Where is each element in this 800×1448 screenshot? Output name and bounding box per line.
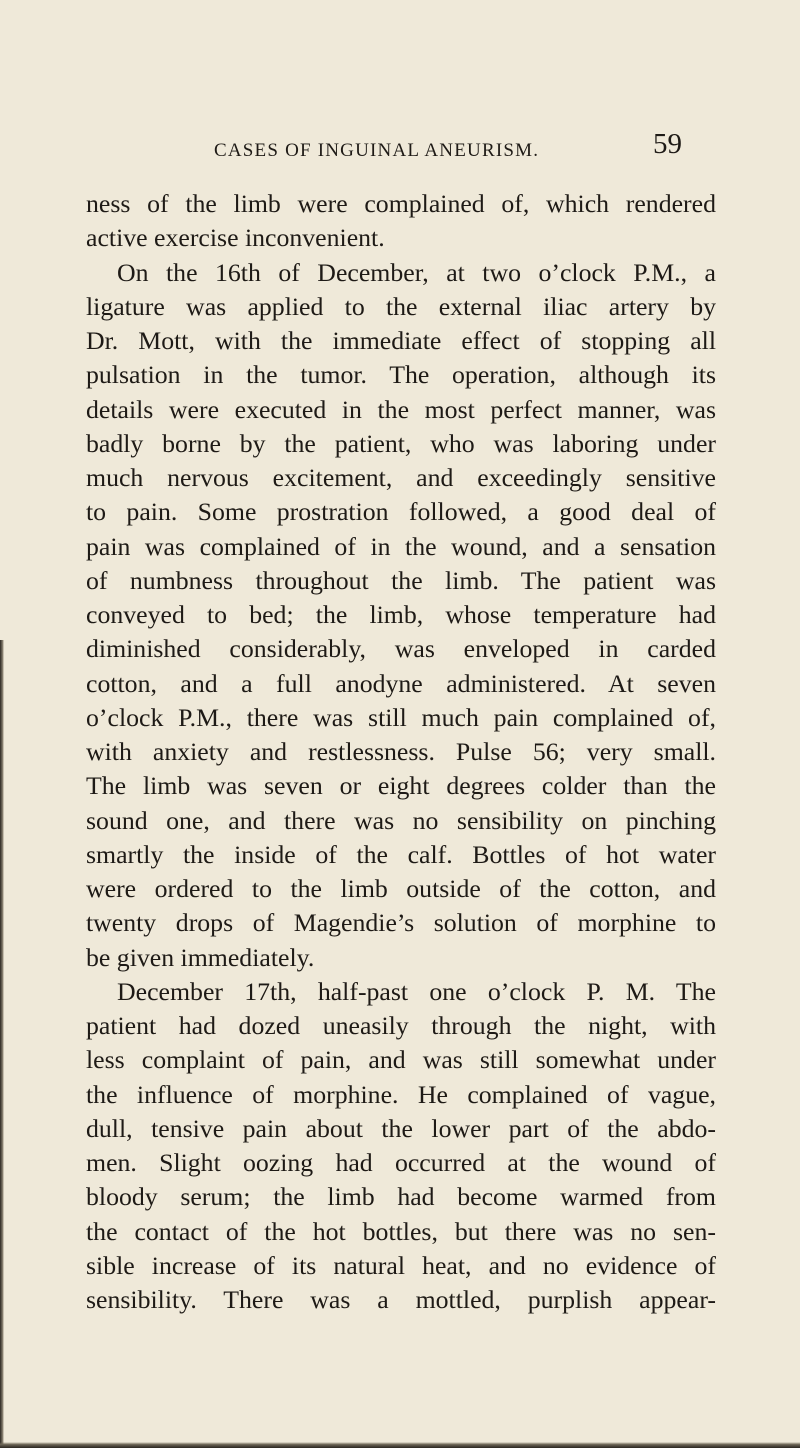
page-edge-shadow-left xyxy=(0,640,4,1448)
text-line: The limb was seven or eight degrees colder than the xyxy=(86,771,716,801)
text-line: the contact of the hot bottles, but there was no sen- xyxy=(86,1216,716,1246)
page-header xyxy=(0,128,800,168)
running-head: CASES OF INGUINAL ANEURISM. xyxy=(214,140,540,161)
text-line: December 17th, half-past one o’clock P. M. The xyxy=(117,976,716,1006)
text-line: pulsation in the tumor. The operation, although its xyxy=(86,360,716,390)
text-line: dull, tensive pain about the lower part of the abdo- xyxy=(86,1113,716,1143)
text-line: badly borne by the patient, who was laboring under xyxy=(86,428,716,458)
text-line: details were executed in the most perfect manner, was xyxy=(86,394,716,424)
text-line: smartly the inside of the calf. Bottles of hot water xyxy=(86,839,716,869)
text-line: Dr. Mott, with the immediate effect of stopping all xyxy=(86,326,716,355)
text-line: cotton, and a full anodyne administered. At seven xyxy=(86,668,716,698)
text-line: less complaint of pain, and was still somewhat under xyxy=(86,1045,716,1075)
text-line: sound one, and there was no sensibility on pinching xyxy=(86,805,716,835)
text-line: pain was complained of in the wound, and a sensation xyxy=(86,531,716,561)
text-line: to pain. Some prostration followed, a good deal of xyxy=(86,497,716,527)
text-line: twenty drops of Magendie’s solution of morphine to xyxy=(86,908,716,938)
page-number: 59 xyxy=(653,128,682,160)
text-line: be given immediately. xyxy=(86,942,315,972)
text-line: sensibility. There was a mottled, purplish appear- xyxy=(86,1285,716,1314)
body-text xyxy=(86,187,716,1317)
page-edge-shadow-bottom xyxy=(0,1442,800,1448)
text-line: conveyed to bed; the limb, whose temperature had xyxy=(86,600,716,629)
text-line: patient had dozed uneasily through the night, with xyxy=(86,1011,716,1040)
text-line: bloody serum; the limb had become warmed from xyxy=(86,1182,716,1212)
text-line: sible increase of its natural heat, and no evidence of xyxy=(86,1250,716,1280)
text-line: with anxiety and restlessness. Pulse 56; very small. xyxy=(86,737,716,766)
text-line: diminished considerably, was enveloped in carded xyxy=(86,634,716,664)
text-line: much nervous excitement, and exceedingly sensitive xyxy=(86,463,716,492)
text-line: were ordered to the limb outside of the cotton, and xyxy=(86,874,716,903)
text-line: men. Slight oozing had occurred at the wound of xyxy=(86,1148,716,1177)
text-line: of numbness throughout the limb. The patient was xyxy=(86,565,716,595)
text-line: On the 16th of December, at two o’clock P.M., a xyxy=(117,257,716,287)
text-line: o’clock P.M., there was still much pain complained of, xyxy=(86,702,716,732)
text-line: active exercise inconvenient. xyxy=(86,223,385,253)
text-line: ligature was applied to the external iliac artery by xyxy=(86,291,716,321)
text-line: the influence of morphine. He complained of vague, xyxy=(86,1079,716,1109)
text-line: ness of the limb were complained of, which rendered xyxy=(86,189,716,218)
